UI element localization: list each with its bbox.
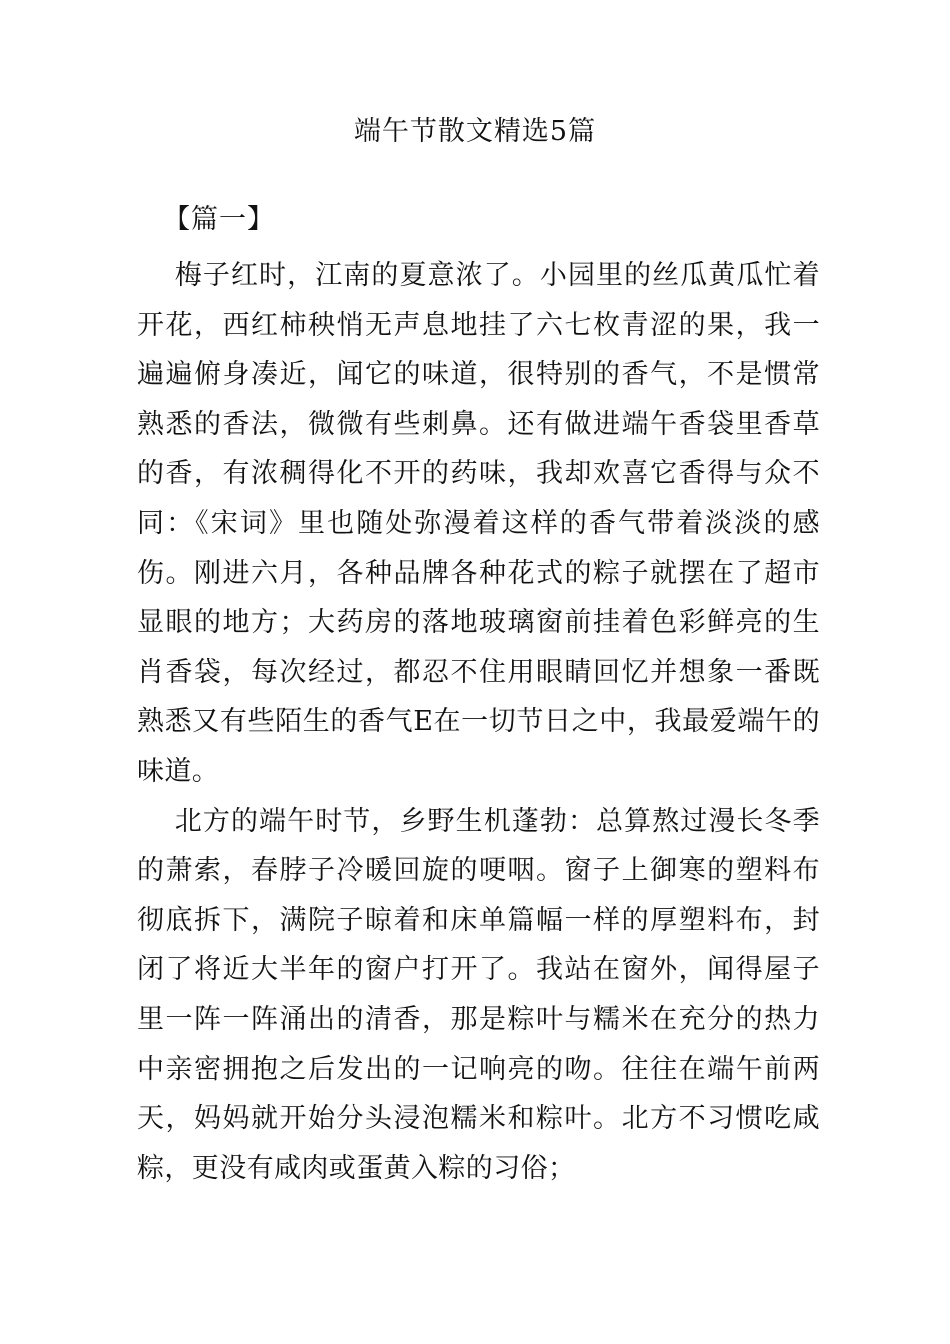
paragraph-1: 梅子红时，江南的夏意浓了。小园里的丝瓜黄瓜忙着开花，西红柿秧悄无声息地挂了六七枚青涩的果，我一遍遍俯身凑近，闻它的味道，很特别的香气，不是惯常熟悉的香法，微微有些刺鼻。还有做进端午香袋里香草的香，有浓稠得化不开的药味，我却欢喜它香得与众不同：《宋词》里也随处弥漫着这样的香气带着淡淡的感伤。刚进六月，各种品牌各种花式的粽子就摆在了超市显眼的地方；大药房的落地玻璃窗前挂着色彩鲜亮的生肖香袋，每次经过，都忍不住用眼睛回忆并想象一番既熟悉又有些陌生的香气E在一切节日之中，我最爱端午的味道。 bbox=[137, 260, 820, 787]
document-body bbox=[137, 251, 820, 1193]
document-title: 端午节散文精选5篇 bbox=[353, 116, 597, 147]
paragraph-2: 北方的端午时节，乡野生机蓬勃：总算熬过漫长冬季的萧索，春脖子冷暖回旋的哽咽。窗子上御寒的塑料布彻底拆下，满院子晾着和床单篇幅一样的厚塑料布，封闭了将近大半年的窗户打开了。我站在窗外，闻得屋子里一阵一阵涌出的清香，那是粽叶与糯米在充分的热力中亲密拥抱之后发出的一记响亮的吻。往往在端午前两天，妈妈就开始分头浸泡糯米和粽叶。北方不习惯吃咸粽，更没有咸肉或蛋黄入粽的习俗； bbox=[137, 805, 820, 1184]
section-heading: 【篇一】 bbox=[163, 204, 275, 235]
